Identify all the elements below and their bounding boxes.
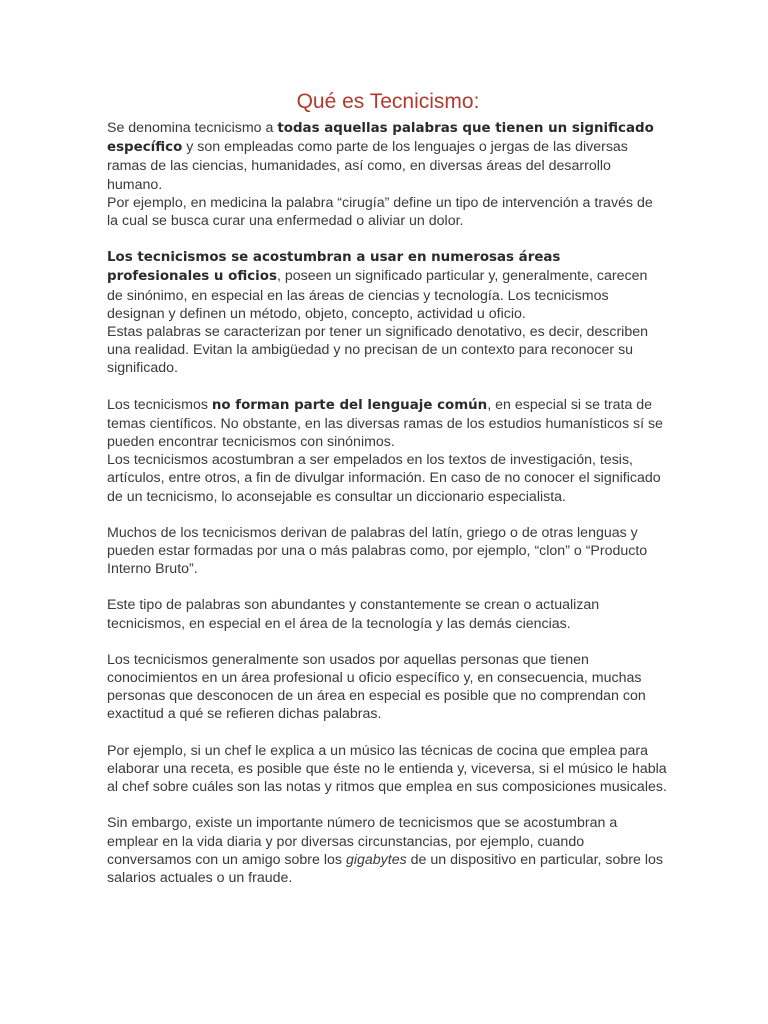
text-run: de un dispositivo en particular, sobre los salarios actuales o un fraude. [107,851,663,886]
document-title: Qué es Tecnicismo: [296,90,480,113]
text-run: , poseen un significado particular y, generalmente, carecen de sinónimo, en especial en las áreas de ciencias y tecnología. Los tecnicismos designan y definen un método, objeto, concepto, actividad u oficio. [107,268,648,322]
paragraph-common-language [107,396,667,452]
paragraph-example-medicine: Por ejemplo, en medicina la palabra “cirugía” define un tipo de intervención a través de la cual se busca curar una enfermedad o aliviar un dolor. [107,194,653,230]
text-run: , en especial si se trata de temas científicos. No obstante, en las diversas ramas de los estudios humanísticos sí se pueden encontrar tecnicismos con sinónimos. [107,396,663,451]
paragraph-gap [107,724,667,742]
paragraph-daily-life [107,814,667,887]
bold-text: Los tecnicismos se acostumbran a usar en numerosas áreas profesionales u oficios [107,250,561,285]
paragraph-gap [107,378,667,396]
paragraph-research: Los tecnicismos acostumbran a ser empelados en los textos de investigación, tesis, artículos, entre otros, a fin de divulgar información. En caso de no conocer el significado de un tecnicismo, lo aconsejable es consultar un diccionario especialista. [107,452,661,505]
paragraph-users: Los tecnicismos generalmente son usados por aquellas personas que tienen conocimientos en un área profesional u oficio específico y, en consecuencia, muchas personas que desconocen de un área en especial es posible que no comprendan con exactitud a qué se refieren dichas palabras. [107,651,646,723]
italic-text: gigabytes [345,851,407,868]
paragraph-definition [107,119,667,194]
paragraph-abundance: Este tipo de palabras son abundantes y constantemente se crean o actualizan tecnicismos, en especial en el área de la tecnología y las demás ciencias. [107,597,600,632]
text-run: Sin embargo, existe un importante número de tecnicismos que se acostumbran a emplear en la vida diaria y por diversas circunstancias, por ejemplo, cuando conversamos con un amigo sobre los [107,815,618,868]
text-run: Se denomina tecnicismo a [107,120,278,136]
document-page [107,88,667,887]
bold-text: no forman parte del lenguaje común [211,397,488,413]
paragraph-gap [107,230,667,248]
paragraph-usage [107,248,667,323]
paragraph-gap [107,578,667,596]
paragraph-gap [107,506,667,524]
paragraph-gap [107,796,667,814]
text-run: y son empleadas como parte de los lenguajes o jergas de las diversas ramas de las ciencias, humanidades, así como, en diversas áreas del desarrollo humano. [107,139,628,193]
paragraph-origins: Muchos de los tecnicismos derivan de palabras del latín, griego o de otras lenguas y pueden estar formadas por una o más palabras como, por ejemplo, “clon” o “Producto Interno Bruto”. [107,524,648,578]
paragraph-denotative: Estas palabras se caracterizan por tener un significado denotativo, es decir, describen una realidad. Evitan la ambigüedad y no precisan de un contexto para reconocer su significado. [107,324,649,377]
paragraph-chef-example: Por ejemplo, si un chef le explica a un músico las técnicas de cocina que emplea para elaborar una receta, es posible que éste no le entienda y, viceversa, si el músico le habla al chef sobre cuáles son las notas y ritmos que emplea en sus composiciones musicales. [107,742,667,796]
paragraph-gap [107,633,667,651]
bold-text: todas aquellas palabras que tienen un significado específico [107,121,654,156]
text-run: Los tecnicismos [107,396,212,413]
